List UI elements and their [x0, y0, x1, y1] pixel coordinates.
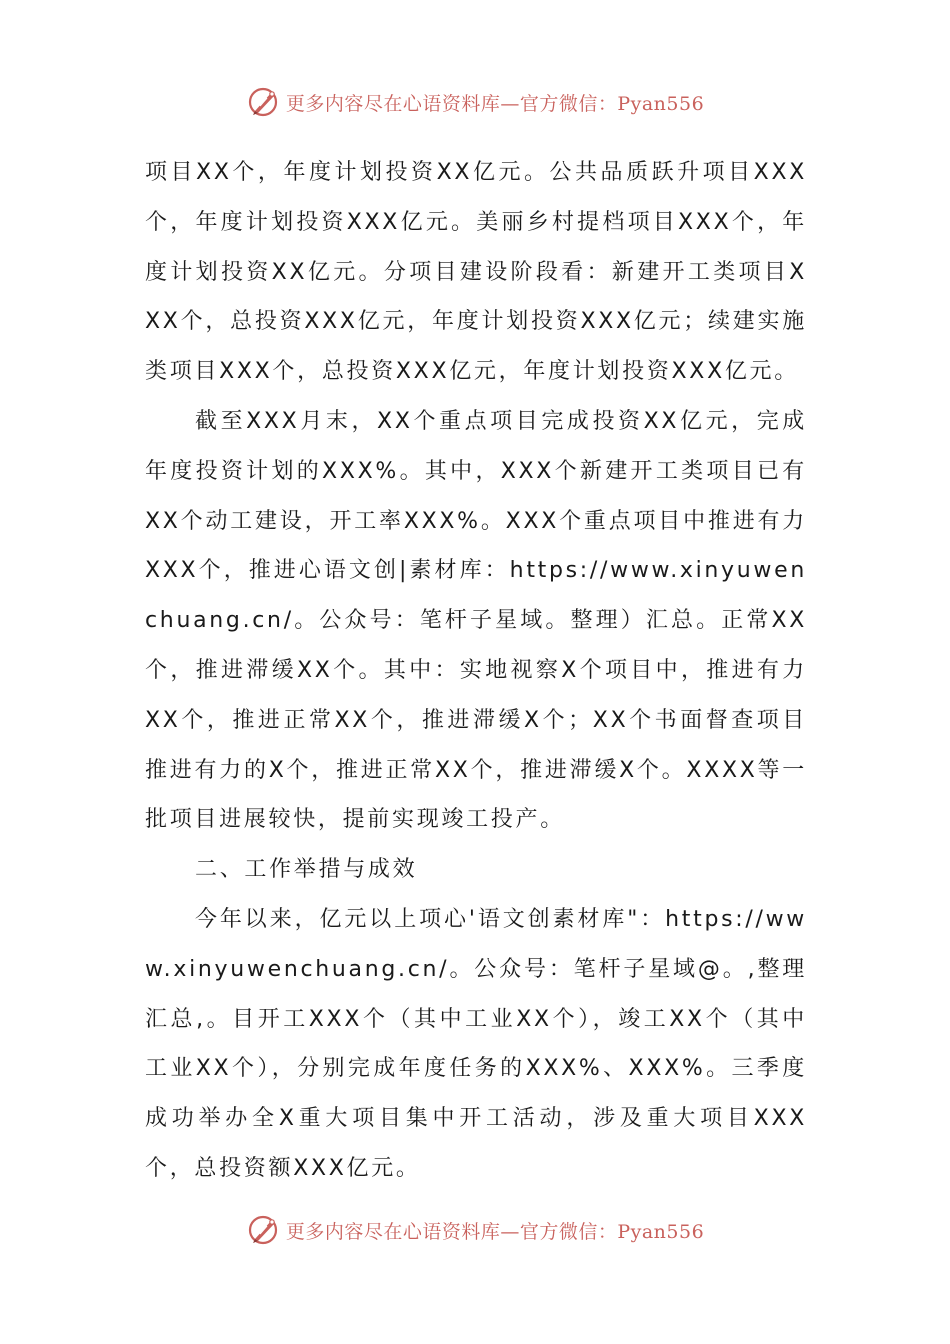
paragraph-3: 今年以来，亿元以上项心'语文创素材库"：https://www.xinyuwenchuang.cn/。公众号：笔杆子星域@。,整理汇总,。目开工XXX个（其中工业XX个），竣工XX个（其中工业XX个），分别完成年度任务的XXX%、XXX%。三季度成功举办全X重大项目集中开工活动，涉及重大项目XXX个，总投资额XXX亿元。: [145, 906, 807, 1181]
header-watermark: [0, 82, 950, 122]
paragraph-1: 项目XX个，年度计划投资XX亿元。公共品质跃升项目XXX个，年度计划投资XXX亿元。美丽乡村提档项目XXX个，年度计划投资XX亿元。分项目建设阶段看：新建开工类项目XXX个，总投资XXX亿元，年度计划投资XXX亿元；续建实施类项目XXX个，总投资XXX亿元，年度计划投资XXX亿元。: [145, 160, 807, 385]
document-body: [145, 148, 807, 1194]
pen-logo-icon: [246, 1212, 282, 1248]
section-heading: 二、工作举措与成效: [195, 857, 418, 883]
footer-watermark: [0, 1210, 950, 1250]
pen-logo-icon: [246, 84, 282, 120]
watermark-text: 更多内容尽在心语资料库—官方微信：Pyan556: [285, 1220, 705, 1243]
watermark-text: 更多内容尽在心语资料库—官方微信：Pyan556: [285, 92, 705, 115]
paragraph-2: 截至XXX月末，XX个重点项目完成投资XX亿元，完成年度投资计划的XXX%。其中，XXX个新建开工类项目已有XX个动工建设，开工率XXX%。XXX个重点项目中推进有力XXX个，推进心语文创|素材库：https://www.xinyuwenchuang.cn/。公众号：笔杆子星域。整理）汇总。正常XX个，推进滞缓XX个。其中：实地视察X个项目中，推进有力XX个，推进正常XX个，推进滞缓X个；XX个书面督查项目推进有力的X个，推进正常XX个，推进滞缓X个。XXXX等一批项目进展较快，提前实现竣工投产。: [145, 408, 807, 833]
